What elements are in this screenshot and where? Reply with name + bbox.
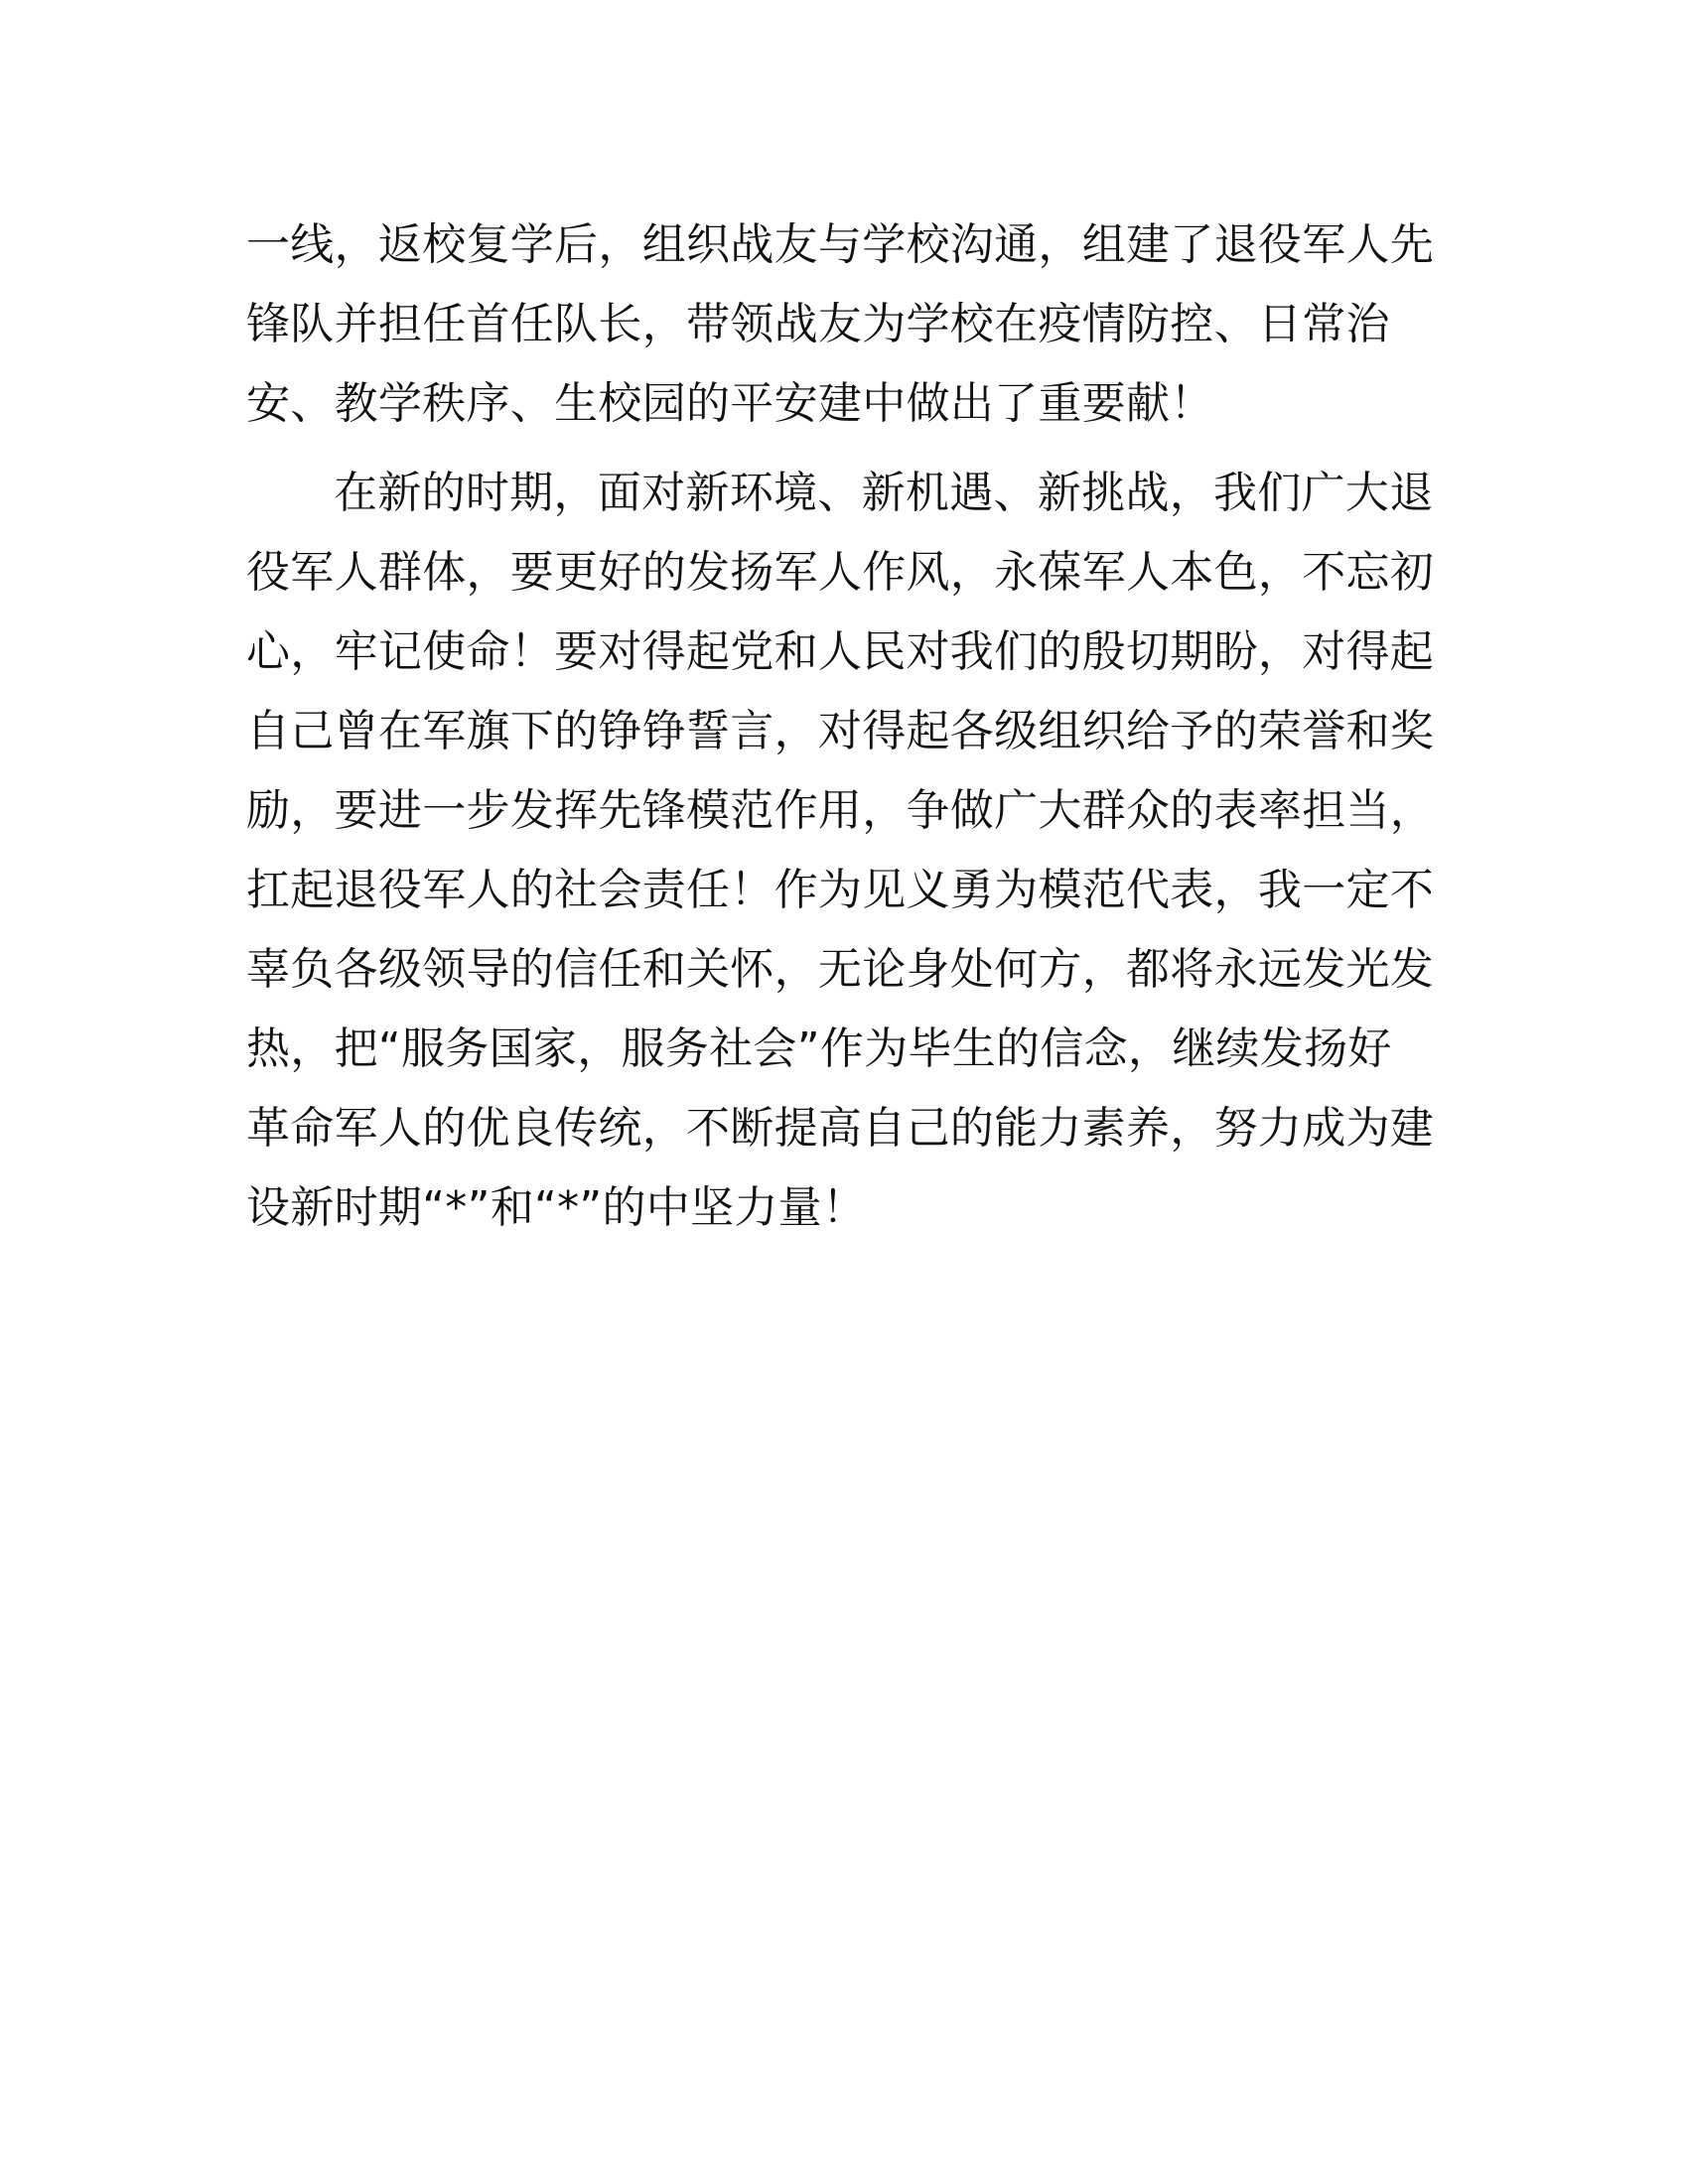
paragraph-line: 在新的时期，面对新环境、新机遇、新挑战，我们广大退 (334, 468, 1434, 518)
paragraph-line: 心，牢记使命！要对得起党和人民对我们的殷切期盼，对得起 (246, 626, 1435, 677)
paragraph-line: 自己曾在军旗下的铮铮誓言，对得起各级组织给予的荣誉和奖 (246, 706, 1435, 756)
paragraph-line: 锋队并担任首任队长，带领战友为学校在疫情防控、日常治 (246, 299, 1390, 349)
paragraph-line: 热，把“服务国家，服务社会”作为毕生的信念，继续发扬好 (246, 1024, 1392, 1074)
paragraph-line: 一线，返校复学后，组织战友与学校沟通，组建了退役军人先 (246, 219, 1435, 270)
paragraph-line: 辜负各级领导的信任和关怀，无论身处何方，都将永远发光发 (246, 944, 1435, 995)
paragraph-line: 安、教学秩序、生校园的平安建中做出了重要献！ (246, 378, 1214, 429)
paragraph-line: 设新时期“*”和“*”的中坚力量！ (246, 1182, 867, 1233)
paragraph-line: 革命军人的优良传统，不断提高自己的能力素养，努力成为建 (246, 1103, 1435, 1154)
paragraph-line: 役军人群体，要更好的发扬军人作风，永葆军人本色，不忘初 (246, 547, 1435, 598)
paragraph-line: 扛起退役军人的社会责任！作为见义勇为模范代表，我一定不 (246, 865, 1435, 915)
paragraph-line: 励，要进一步发挥先锋模范作用，争做广大群众的表率担当， (246, 785, 1435, 836)
